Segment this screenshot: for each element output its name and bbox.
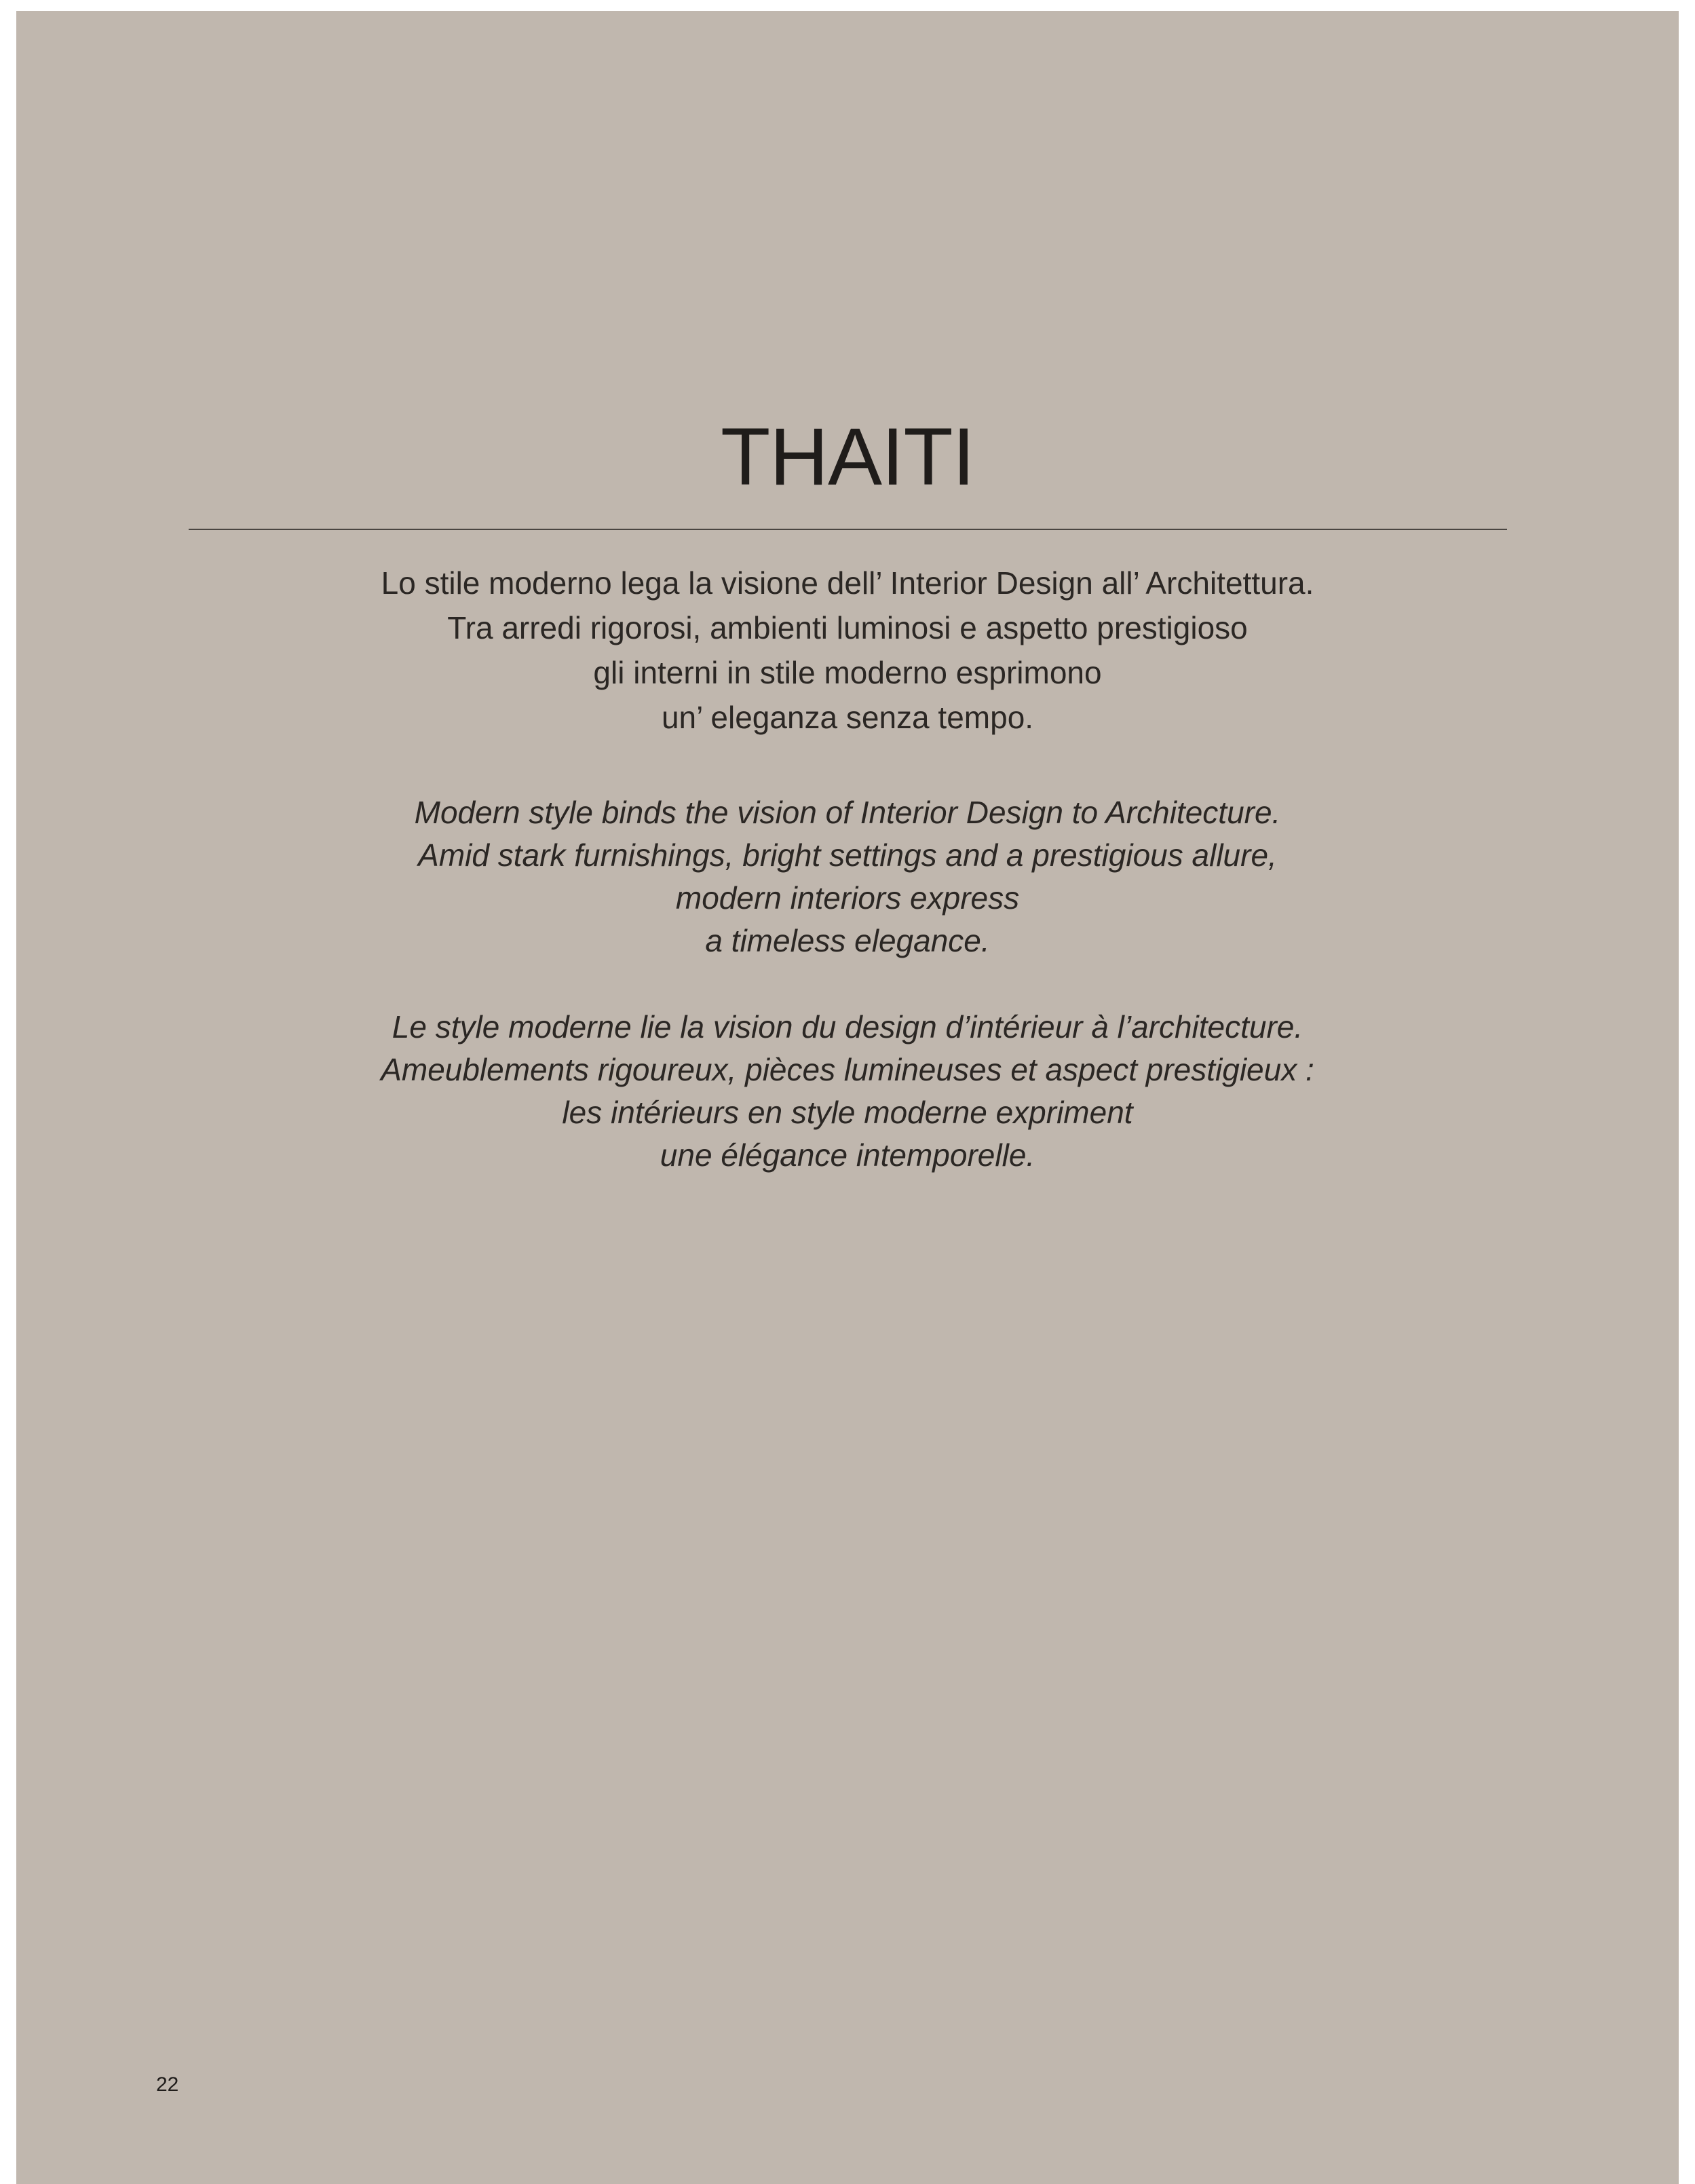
english-line: a timeless elegance. [705, 923, 990, 958]
italian-line: Tra arredi rigorosi, ambienti luminosi e aspetto prestigioso [447, 610, 1248, 645]
french-paragraph [16, 1006, 1679, 1177]
italian-line: Lo stile moderno lega la visione dell’ Interior Design all’ Architettura. [381, 565, 1314, 601]
page-title: THAITI [721, 411, 974, 502]
french-line: une élégance intemporelle. [660, 1137, 1035, 1173]
english-line: Amid stark furnishings, bright settings and a prestigious allure, [418, 837, 1277, 873]
french-line: Ameublements rigoureux, pièces lumineuses et aspect prestigieux : [381, 1052, 1314, 1087]
italian-line: gli interni in stile moderno esprimono [593, 655, 1102, 690]
italian-line: un’ eleganza senza tempo. [661, 700, 1034, 735]
english-line: Modern style binds the vision of Interior Design to Architecture. [414, 795, 1281, 830]
catalog-page [16, 11, 1679, 2184]
french-line: les intérieurs en style moderne expriment [562, 1095, 1133, 1130]
english-line: modern interiors express [675, 880, 1020, 916]
french-line: Le style moderne lie la vision du design d’intérieur à l’architecture. [392, 1009, 1303, 1044]
italian-paragraph [16, 561, 1679, 740]
title-divider [189, 529, 1507, 530]
english-paragraph [16, 791, 1679, 962]
page-number: 22 [156, 2073, 179, 2096]
